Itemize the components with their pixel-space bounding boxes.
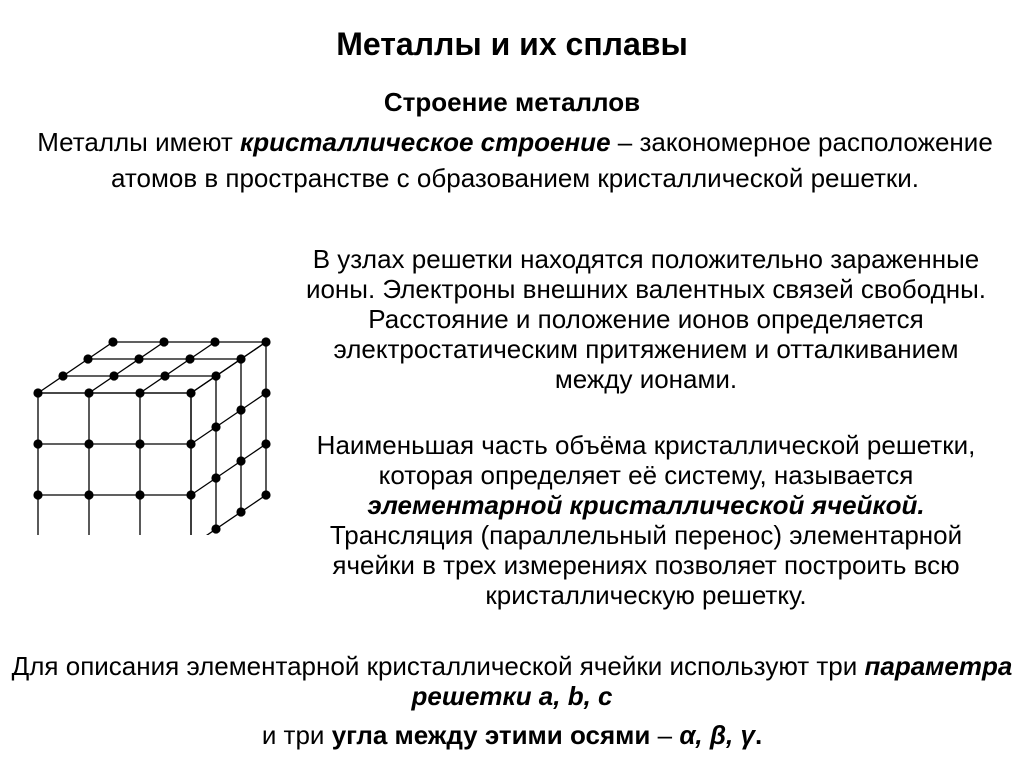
lattice-node <box>109 371 118 380</box>
intro-term: кристаллическое строение <box>240 127 611 157</box>
lattice-parameters-line <box>0 651 1024 711</box>
unit-cell-term: элементарной кристаллической ячейкой. <box>367 490 925 520</box>
lattice-node <box>135 490 144 499</box>
lattice-node <box>84 439 93 448</box>
lattice-node <box>83 354 92 363</box>
params-text-before: Для описания элементарной кристаллической ячейки используют три <box>11 651 865 681</box>
lattice-node <box>211 422 220 431</box>
page-title: Металлы и их сплавы <box>336 26 688 62</box>
lattice-node <box>186 439 195 448</box>
lattice-node <box>211 524 220 533</box>
cell-text-before: Наименьшая часть объёма кристаллической решетки, которая определяет её систему, называется <box>316 430 976 490</box>
lattice-node <box>134 354 143 363</box>
lattice-node <box>33 439 42 448</box>
lattice-node <box>211 371 220 380</box>
lattice-node <box>58 371 67 380</box>
lattice-node <box>135 439 144 448</box>
lattice-lines <box>38 342 266 535</box>
lattice-node <box>108 337 117 346</box>
crystal-lattice-diagram <box>20 310 280 535</box>
lattice-nodes <box>33 337 270 535</box>
lattice-angles-line <box>0 720 1024 750</box>
intro-paragraph <box>30 124 1000 196</box>
lattice-node <box>210 337 219 346</box>
lattice-node <box>159 337 168 346</box>
lattice-node <box>160 371 169 380</box>
lattice-node <box>236 354 245 363</box>
lattice-node <box>186 490 195 499</box>
intro-text-before: Металлы имеют <box>37 127 241 157</box>
cell-text-after: Трансляция (параллельный перенос) элементарной ячейки в трех измерениях позволяет построить всю кристаллическую решетку. <box>329 520 963 610</box>
lattice-nodes-paragraph: В узлах решетки находятся положительно зараженные ионы. Электроны внешних валентных связей свободны. Расстояние и положение ионов определяется электростатическим притяжением и отталкиванием между ионами. <box>305 244 987 394</box>
lattice-node <box>236 507 245 516</box>
lattice-node <box>261 337 270 346</box>
intro-text-after: – закономерное расположение атомов в пространстве с образованием кристаллической решетки. <box>111 127 993 193</box>
angles-text-before: и три <box>261 720 332 750</box>
lattice-node <box>211 473 220 482</box>
angle-symbols: α, β, γ <box>679 720 755 750</box>
angles-dash: – <box>650 720 680 750</box>
lattice-node <box>84 388 93 397</box>
angles-end: . <box>754 720 763 750</box>
lattice-node <box>33 490 42 499</box>
lattice-node <box>135 388 144 397</box>
lattice-node <box>236 405 245 414</box>
lattice-node <box>261 388 270 397</box>
lattice-node <box>261 490 270 499</box>
lattice-node <box>185 354 194 363</box>
lattice-angles-term: угла между этими осями <box>331 720 651 750</box>
lattice-node <box>84 490 93 499</box>
lattice-node <box>186 388 195 397</box>
lattice-parameters-term: параметра решетки a, b, c <box>411 651 1013 711</box>
section-subtitle: Строение металлов <box>383 87 641 117</box>
lattice-node <box>261 439 270 448</box>
lattice-node <box>236 456 245 465</box>
unit-cell-paragraph <box>296 430 996 610</box>
lattice-node <box>33 388 42 397</box>
